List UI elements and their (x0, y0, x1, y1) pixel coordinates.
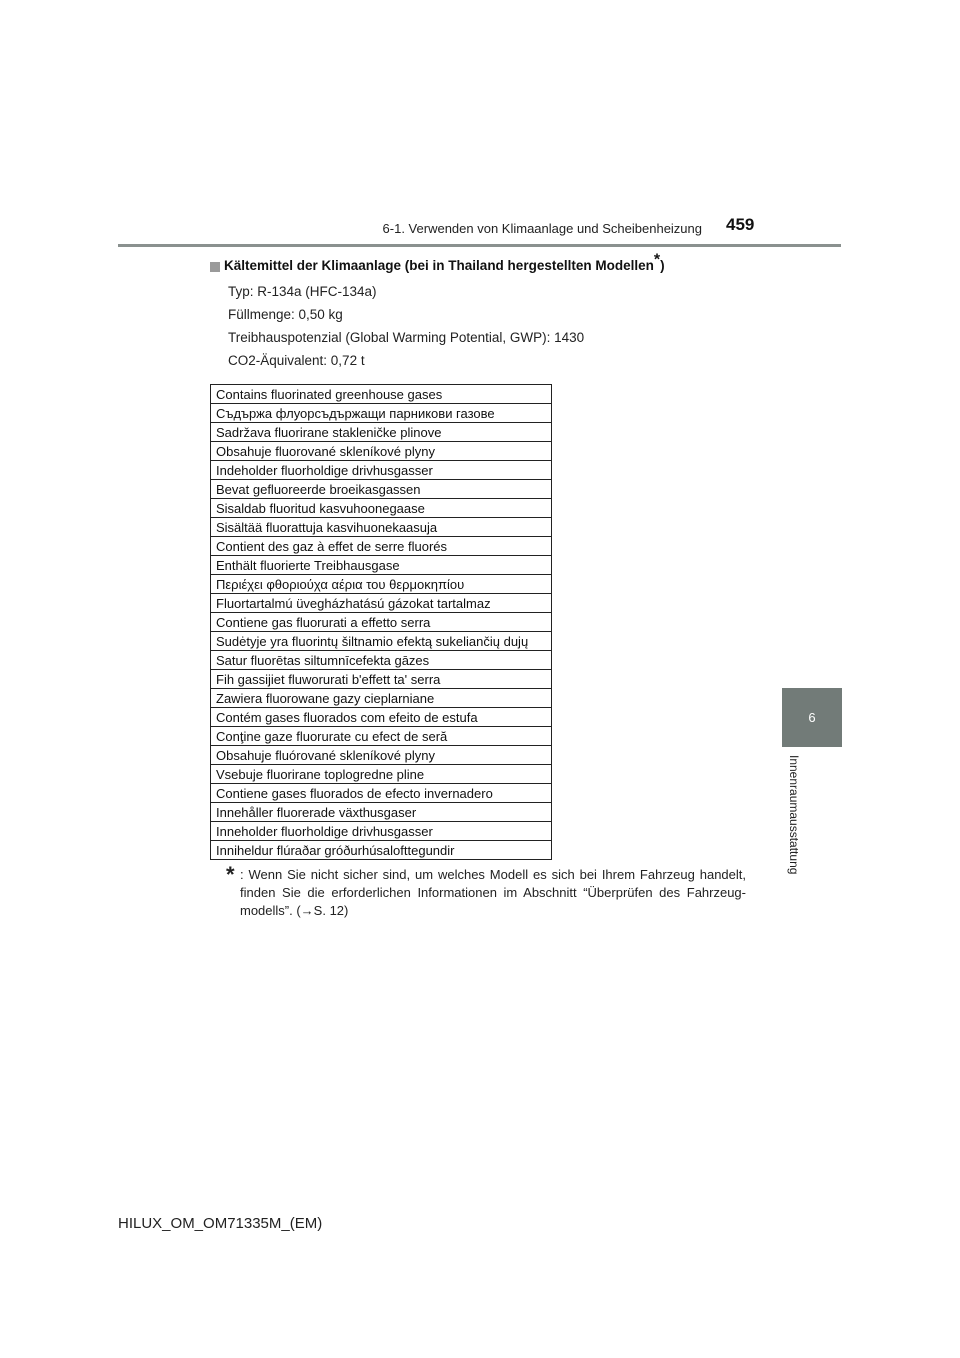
fluorinated-gas-table (210, 384, 552, 860)
table-row (211, 499, 552, 518)
table-row (211, 404, 552, 423)
section-heading-close: ) (660, 258, 665, 273)
footnote-text: : Wenn Sie nicht sicher sind, um welches Modell es sich bei Ihrem Fahrzeug handelt, finden Sie die erforderlichen Informationen im Abschnitt “Überprüfen des Fahrzeug-modells”. (→S. 12) (240, 867, 746, 918)
table-cell: Fluortartalmú üvegházhatású gázokat tartalmaz (211, 594, 552, 613)
table-row (211, 841, 552, 860)
table-cell: Contiene gas fluorurati a effetto serra (211, 613, 552, 632)
chapter-number: 6 (808, 710, 816, 725)
running-header-title: 6-1. Verwenden von Klimaanlage und Scheibenheizung (382, 221, 702, 236)
table-cell: Sisältää fluorattuja kasvihuonekaasuja (211, 518, 552, 537)
table-row (211, 803, 552, 822)
table-cell: Bevat gefluoreerde broeikasgassen (211, 480, 552, 499)
table-cell: Contains fluorinated greenhouse gases (211, 385, 552, 404)
document-id: HILUX_OM_OM71335M_(EM) (118, 1215, 323, 1232)
table-cell: Satur fluorētas siltumnīcefekta gāzes (211, 651, 552, 670)
table-cell: Zawiera fluorowane gazy cieplarniane (211, 689, 552, 708)
table-cell: Sadržava fluorirane stakleničke plinove (211, 423, 552, 442)
table-cell: Sudėtyje yra fluorintų šiltnamio efektą sukeliančių dujų (211, 632, 552, 651)
table-cell: Vsebuje fluorirane toplogredne pline (211, 765, 552, 784)
table-row (211, 727, 552, 746)
page-number: 459 (726, 215, 755, 234)
table-cell: Indeholder fluorholdige drivhusgasser (211, 461, 552, 480)
table-row (211, 480, 552, 499)
table-cell: Enthält fluorierte Treibhausgase (211, 556, 552, 575)
table-row (211, 822, 552, 841)
table-cell: Inniheldur flúraðar gróðurhúsalofttegundir (211, 841, 552, 860)
table-row (211, 746, 552, 765)
table-row (211, 765, 552, 784)
table-row (211, 556, 552, 575)
table-cell: Contiene gases fluorados de efecto invernadero (211, 784, 552, 803)
table-cell: Sisaldab fluoritud kasvuhoonegaase (211, 499, 552, 518)
table-cell: Innehåller fluorerade växthusgaser (211, 803, 552, 822)
table-row (211, 385, 552, 404)
table-cell: Inneholder fluorholdige drivhusgasser (211, 822, 552, 841)
table-row (211, 594, 552, 613)
table-row (211, 461, 552, 480)
chapter-side-label: Innenraumausstattung (787, 755, 801, 875)
table-row (211, 518, 552, 537)
table-cell: Obsahuje fluórované skleníkové plyny (211, 746, 552, 765)
table-row (211, 670, 552, 689)
table-cell: Περιέχει φθοριούχα αέρια του θερμοκηπίου (211, 575, 552, 594)
table-cell: Conţine gaze fluorurate cu efect de seră (211, 727, 552, 746)
table-cell: Obsahuje fluorované skleníkové plyny (211, 442, 552, 461)
table-cell: Съдържа флуорсъдържащи парникови газове (211, 404, 552, 423)
table-row (211, 708, 552, 727)
table-cell: Contém gases fluorados com efeito de estufa (211, 708, 552, 727)
header-rule (118, 244, 841, 247)
footnote-asterisk: * (226, 862, 235, 887)
table-cell: Contient des gaz à effet de serre fluorés (211, 537, 552, 556)
table-row (211, 575, 552, 594)
spec-gwp: Treibhauspotenzial (Global Warming Potential, GWP): 1430 (228, 330, 585, 345)
table-row (211, 537, 552, 556)
table-row (211, 632, 552, 651)
spec-co2-equivalent: CO2-Äquivalent: 0,72 t (228, 353, 365, 368)
chapter-tab (782, 688, 842, 747)
square-bullet-icon (210, 262, 220, 272)
table-row (211, 784, 552, 803)
table-cell: Fih gassijiet fluworurati b'effett ta' serra (211, 670, 552, 689)
section-heading (210, 251, 665, 273)
table-row (211, 423, 552, 442)
table-row (211, 613, 552, 632)
table-row (211, 442, 552, 461)
section-heading-text: Kältemittel der Klimaanlage (bei in Thailand hergestellten Modellen (224, 258, 654, 273)
spec-type: Typ: R-134a (HFC-134a) (228, 284, 377, 299)
table-row (211, 689, 552, 708)
table-row (211, 651, 552, 670)
spec-fill-quantity: Füllmenge: 0,50 kg (228, 307, 343, 322)
footnote (226, 862, 746, 920)
asterisk-marker: * (653, 251, 661, 269)
